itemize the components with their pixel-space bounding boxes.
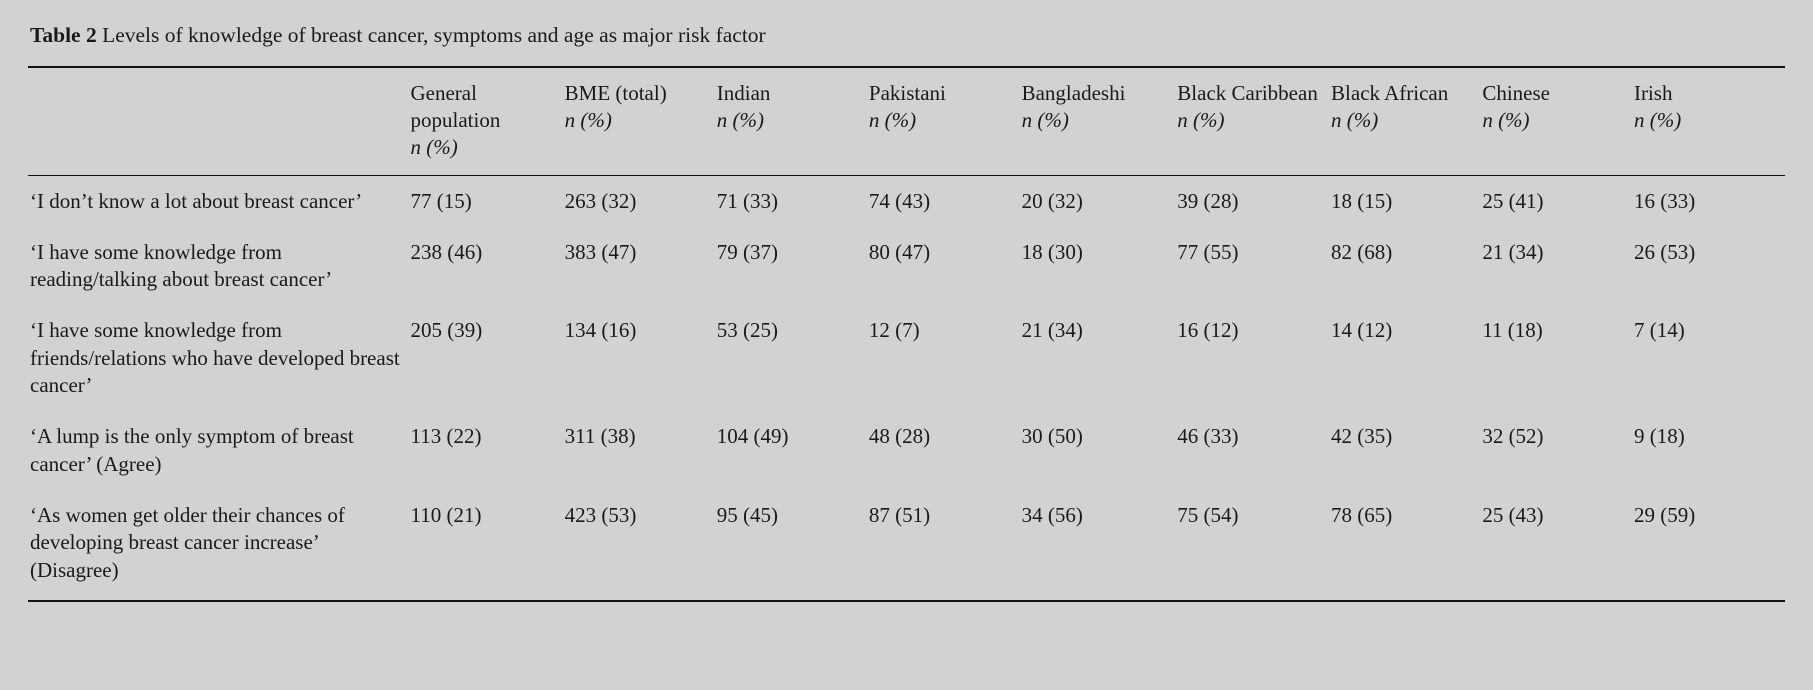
cell-indian: 53 (25) — [716, 318, 779, 343]
cell-bangladeshi: 21 (34) — [1021, 318, 1083, 343]
cell-general-population: 110 (21) — [411, 490, 565, 601]
cell-black-african: 78 (65) — [1331, 490, 1482, 601]
cell-irish: 16 (33) — [1633, 188, 1696, 213]
cell-bme-total: 311 (38) — [564, 424, 636, 449]
table-caption — [28, 22, 1785, 50]
column-header-pakistani — [869, 67, 1022, 175]
column-header-name: Black African — [1331, 80, 1449, 105]
cell-black-african: 42 (35) — [1331, 424, 1393, 449]
cell-bme-total: 383 (47) — [564, 239, 637, 264]
cell-irish: 7 (14) — [1633, 318, 1685, 343]
table-row — [28, 227, 1785, 306]
cell-indian: 104 (49) — [716, 424, 789, 449]
column-header-unit: n (%) — [564, 107, 612, 132]
table-caption-text: Levels of knowledge of breast cancer, symptoms and age as major risk factor — [102, 23, 766, 47]
cell-black-caribbean: 77 (55) — [1177, 239, 1239, 264]
table-caption-label: Table 2 — [30, 23, 97, 47]
column-header-unit: n (%) — [1633, 107, 1682, 132]
cell-irish: 26 (53) — [1633, 239, 1696, 264]
column-header-unit: n (%) — [1021, 107, 1069, 132]
row-label: ‘I have some knowledge from reading/talking about breast cancer’ — [30, 239, 333, 292]
column-header-black-caribbean — [1177, 67, 1331, 175]
row-label: ‘As women get older their chances of developing breast cancer increase’ (Disagree) — [28, 490, 411, 601]
cell-pakistani: 80 (47) — [868, 239, 931, 264]
cell-bangladeshi: 20 (32) — [1021, 188, 1083, 213]
cell-black-african: 82 (68) — [1331, 239, 1393, 264]
cell-general-population: 77 (15) — [410, 188, 472, 213]
cell-chinese: 25 (43) — [1482, 490, 1634, 601]
cell-black-caribbean: 75 (54) — [1177, 490, 1331, 601]
cell-chinese: 21 (34) — [1482, 239, 1544, 264]
cell-chinese: 11 (18) — [1482, 318, 1543, 343]
table-body — [28, 175, 1785, 601]
column-header-general-population — [411, 67, 565, 175]
column-header-name: Irish — [1633, 80, 1673, 105]
table-row — [28, 175, 1785, 227]
cell-bangladeshi: 30 (50) — [1021, 424, 1083, 449]
column-header-name: BME (total) — [564, 80, 667, 105]
table-row — [28, 305, 1785, 411]
row-label: ‘I have some knowledge from friends/relations who have developed breast cancer’ — [30, 318, 400, 398]
cell-black-african: 18 (15) — [1331, 188, 1393, 213]
table-header-row — [28, 67, 1785, 175]
column-header-name: Bangladeshi — [1021, 80, 1126, 105]
cell-pakistani: 48 (28) — [868, 424, 931, 449]
column-header-chinese — [1482, 67, 1634, 175]
table-row — [28, 490, 1785, 601]
cell-general-population: 238 (46) — [410, 239, 483, 264]
cell-bme-total: 423 (53) — [565, 490, 717, 601]
cell-pakistani: 74 (43) — [868, 188, 931, 213]
column-header-unit: n (%) — [1331, 107, 1379, 132]
column-header-irish — [1634, 67, 1785, 175]
cell-general-population: 205 (39) — [410, 318, 483, 343]
column-header-name: Chinese — [1482, 80, 1550, 105]
column-header-unit: n (%) — [716, 107, 764, 132]
cell-chinese: 25 (41) — [1482, 188, 1544, 213]
cell-pakistani: 12 (7) — [868, 318, 920, 343]
cell-indian: 95 (45) — [717, 490, 869, 601]
cell-indian: 71 (33) — [716, 188, 779, 213]
cell-black-caribbean: 39 (28) — [1177, 188, 1239, 213]
column-header-bangladeshi — [1022, 67, 1178, 175]
column-header-unit: n (%) — [1482, 107, 1530, 132]
cell-chinese: 32 (52) — [1482, 424, 1544, 449]
column-header-name: General population — [410, 80, 501, 132]
cell-indian: 79 (37) — [716, 239, 779, 264]
cell-irish: 29 (59) — [1634, 490, 1785, 601]
cell-bme-total: 134 (16) — [564, 318, 637, 343]
cell-black-caribbean: 16 (12) — [1177, 318, 1239, 343]
cell-black-caribbean: 46 (33) — [1177, 424, 1239, 449]
table-row — [28, 411, 1785, 490]
column-header-row-label — [28, 67, 411, 175]
column-header-unit: n (%) — [410, 134, 458, 159]
cell-bangladeshi: 34 (56) — [1022, 490, 1178, 601]
column-header-unit: n (%) — [868, 107, 917, 132]
cell-general-population: 113 (22) — [410, 424, 482, 449]
cell-bangladeshi: 18 (30) — [1021, 239, 1083, 264]
column-header-name: Pakistani — [868, 80, 946, 105]
column-header-unit: n (%) — [1177, 107, 1225, 132]
cell-black-african: 14 (12) — [1331, 318, 1393, 343]
knowledge-levels-table — [28, 66, 1785, 602]
row-label: ‘A lump is the only symptom of breast cancer’ (Agree) — [30, 424, 354, 476]
column-header-indian — [717, 67, 869, 175]
table-head — [28, 67, 1785, 175]
cell-pakistani: 87 (51) — [869, 490, 1022, 601]
row-label: ‘I don’t know a lot about breast cancer’ — [30, 188, 363, 213]
column-header-name: Indian — [716, 80, 771, 105]
cell-bme-total: 263 (32) — [564, 188, 637, 213]
column-header-black-african — [1331, 67, 1482, 175]
column-header-name: Black Caribbean — [1177, 80, 1318, 105]
column-header-bme-total — [565, 67, 717, 175]
cell-irish: 9 (18) — [1633, 424, 1685, 449]
